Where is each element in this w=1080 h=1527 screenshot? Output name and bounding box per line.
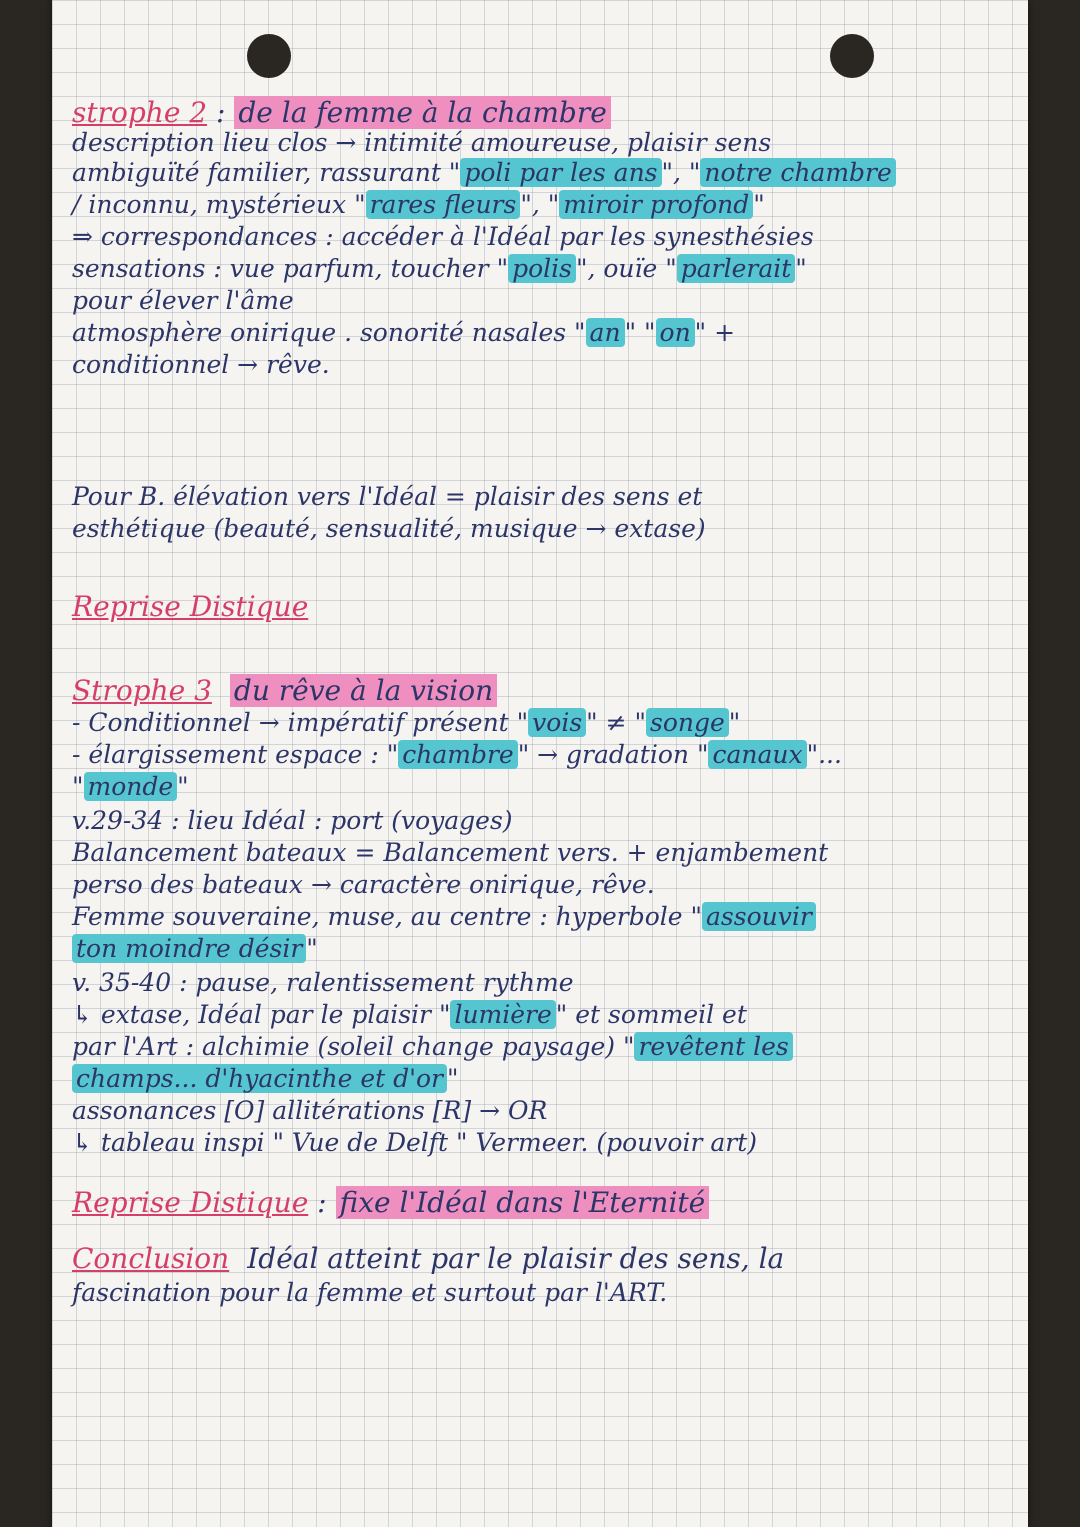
- note-text: " +: [694, 318, 736, 347]
- note-text: par l'Art : alchimie (soleil change paysage) ": [72, 1032, 635, 1061]
- note-text: ", ": [520, 190, 560, 219]
- note-line: [72, 1096, 1012, 1126]
- quote-highlight: canaux: [708, 740, 806, 769]
- note-line: [72, 772, 1012, 802]
- note-text: " → gradation ": [517, 740, 709, 769]
- binder-hole-left: [247, 34, 291, 78]
- pink-highlight: fixe l'Idéal dans l'Eternité: [336, 1186, 710, 1219]
- notebook-page: [52, 0, 1028, 1527]
- note-text: pour élever l'âme: [72, 286, 294, 315]
- note-text: perso des bateaux → caractère onirique, rêve.: [72, 870, 655, 899]
- note-line: [72, 482, 1012, 512]
- note-text: / inconnu, mystérieux ": [72, 190, 366, 219]
- section-title: Reprise Distique: [72, 1186, 309, 1219]
- note-text: " ≠ ": [586, 708, 647, 737]
- note-text: " ": [624, 318, 656, 347]
- note-line: [72, 968, 1012, 998]
- conclusion-heading: [72, 1244, 1012, 1274]
- note-text: fascination pour la femme et surtout par l'ART.: [72, 1278, 668, 1307]
- note-line: [72, 1064, 1012, 1094]
- note-line: [72, 350, 1012, 380]
- quote-highlight: on: [656, 318, 695, 347]
- note-text: ⇒ correspondances : accéder à l'Idéal par les synesthésies: [72, 222, 814, 251]
- note-line: [72, 934, 1012, 964]
- note-text: ": [447, 1064, 459, 1093]
- note-text: sensations : vue parfum, toucher ": [72, 254, 509, 283]
- quote-highlight: poli par les ans: [460, 158, 661, 187]
- quote-highlight: an: [586, 318, 625, 347]
- note-text: ": [728, 708, 741, 737]
- note-text: v. 35-40 : pause, ralentissement rythme: [72, 968, 574, 997]
- note-text: conditionnel → rêve.: [72, 350, 330, 379]
- note-line: [72, 222, 1012, 252]
- note-text: ", ouïe ": [575, 254, 677, 283]
- note-line: [72, 740, 1012, 770]
- note-line: [72, 1032, 1012, 1062]
- separator: :: [216, 96, 226, 129]
- note-line: [72, 806, 1012, 836]
- quote-highlight: revêtent les: [634, 1032, 792, 1061]
- reprise-distique-heading: [72, 592, 1012, 622]
- quote-highlight: ton moindre désir: [72, 934, 306, 963]
- note-text: ", ": [661, 158, 701, 187]
- note-text: assonances [O] allitérations [R] → OR: [72, 1096, 548, 1125]
- quote-highlight: rares fleurs: [366, 190, 521, 219]
- section-title: Conclusion: [72, 1242, 230, 1275]
- note-text: v.29-34 : lieu Idéal : port (voyages): [72, 806, 513, 835]
- section-title: strophe 2: [72, 96, 208, 129]
- note-line: [72, 1000, 1012, 1030]
- quote-highlight: lumière: [450, 1000, 555, 1029]
- note-text: ": [306, 934, 318, 963]
- note-line: [72, 838, 1012, 868]
- note-line: [72, 286, 1012, 316]
- note-text: ambiguïté familier, rassurant ": [72, 158, 461, 187]
- separator: :: [317, 1186, 327, 1219]
- note-text: "...: [806, 740, 842, 769]
- note-line: [72, 514, 1012, 544]
- note-line: [72, 902, 1012, 932]
- note-text: Pour B. élévation vers l'Idéal = plaisir des sens et: [72, 482, 703, 511]
- note-text: Balancement bateaux = Balancement vers. + enjambement: [72, 838, 829, 867]
- note-line: [72, 158, 1012, 188]
- note-text: esthétique (beauté, sensualité, musique → extase): [72, 514, 706, 543]
- note-text: Femme souveraine, muse, au centre : hyperbole ": [72, 902, 703, 931]
- pink-highlight: de la femme à la chambre: [234, 96, 610, 129]
- note-text: ": [72, 772, 84, 801]
- reprise-distique-2-heading: [72, 1188, 1012, 1218]
- quote-highlight: champs... d'hyacinthe et d'or: [72, 1064, 447, 1093]
- quote-highlight: monde: [84, 772, 178, 801]
- note-text: - Conditionnel → impératif présent ": [72, 708, 529, 737]
- quote-highlight: parlerait: [677, 254, 796, 283]
- note-text: - élargissement espace : ": [72, 740, 399, 769]
- quote-highlight: chambre: [398, 740, 517, 769]
- quote-highlight: vois: [528, 708, 586, 737]
- binder-hole-right: [830, 34, 874, 78]
- note-line: [72, 1278, 1012, 1308]
- note-text: description lieu clos → intimité amoureuse, plaisir sens: [72, 128, 772, 157]
- note-text: atmosphère onirique . sonorité nasales ": [72, 318, 586, 347]
- strophe-2-heading: [72, 98, 1012, 128]
- note-text: ": [177, 772, 189, 801]
- note-line: [72, 128, 1012, 158]
- note-line: [72, 708, 1012, 738]
- note-line: [72, 870, 1012, 900]
- note-text: ": [795, 254, 807, 283]
- note-text: ↳ extase, Idéal par le plaisir ": [72, 1000, 451, 1029]
- note-line: [72, 254, 1012, 284]
- note-line: [72, 190, 1012, 220]
- quote-highlight: miroir profond: [559, 190, 753, 219]
- quote-highlight: notre chambre: [700, 158, 895, 187]
- note-text: " et sommeil et: [555, 1000, 747, 1029]
- note-text: ": [753, 190, 765, 219]
- note-line: [72, 318, 1012, 348]
- section-title: Strophe 3: [72, 674, 212, 707]
- note-text: Idéal atteint par le plaisir des sens, la: [247, 1242, 785, 1275]
- note-text: ↳ tableau inspi " Vue de Delft " Vermeer. (pouvoir art): [72, 1128, 758, 1157]
- section-title: Reprise Distique: [72, 590, 309, 623]
- note-line: [72, 1128, 1012, 1158]
- strophe-3-heading: [72, 676, 1012, 706]
- quote-highlight: polis: [508, 254, 576, 283]
- quote-highlight: songe: [646, 708, 729, 737]
- pink-highlight: du rêve à la vision: [230, 674, 497, 707]
- quote-highlight: assouvir: [702, 902, 816, 931]
